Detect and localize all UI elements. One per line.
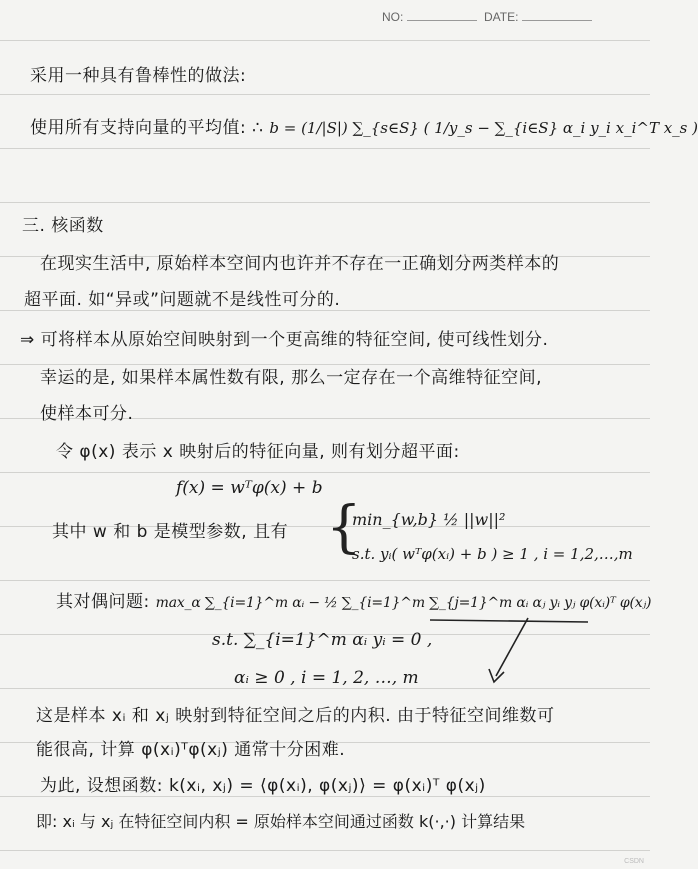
note-line-mapping: ⇒ 可将样本从原始空间映射到一个更高维的特征空间, 使可线性划分.	[20, 330, 549, 350]
note-line-feature-vector: 令 φ(x) 表示 x 映射后的特征向量, 则有划分超平面:	[56, 442, 460, 462]
note-line-model-params: 其中 w 和 b 是模型参数, 且有	[52, 522, 289, 542]
brace-symbol: {	[326, 495, 362, 560]
dual-constraint-sum: s.t. ∑_{i=1}^m αᵢ yᵢ = 0 ,	[212, 630, 433, 650]
note-line-xor: 超平面. 如“异或”问题就不是线性可分的.	[24, 290, 341, 310]
note-line-conclusion: 即: xᵢ 与 xⱼ 在特征空间内积 = 原始样本空间通过函数 k(·,·) 计算结果	[36, 812, 526, 831]
dual-constraint-nonneg: αᵢ ≥ 0 , i = 1, 2, …, m	[234, 668, 419, 688]
hyperplane-formula: f(x) = wᵀφ(x) + b	[176, 478, 323, 498]
watermark: CSDN	[624, 858, 644, 865]
dual-objective: max_α ∑_{i=1}^m αᵢ − ½ ∑_{i=1}^m ∑_{j=1}^m αᵢ αⱼ yᵢ yⱼ φ(xᵢ)ᵀ φ(xⱼ)	[155, 595, 652, 611]
note-line-robust-method: 采用一种具有鲁棒性的做法:	[30, 66, 247, 86]
note-line-hard-compute: 能很高, 计算 φ(xᵢ)ᵀφ(xⱼ) 通常十分困难.	[36, 740, 346, 760]
dual-label: 其对偶问题:	[56, 592, 150, 612]
section-heading-kernel: 三. 核函数	[22, 216, 104, 236]
note-line-kernel-function: 为此, 设想函数: k(xᵢ, xⱼ) = ⟨φ(xᵢ), φ(xⱼ)⟩ = φ(xᵢ)ᵀ φ(xⱼ)	[40, 776, 486, 796]
constraint-st: s.t. yᵢ( wᵀφ(xᵢ) + b ) ≥ 1 , i = 1,2,…,m	[352, 545, 633, 563]
bias-formula: b = (1/|S|) ∑_{s∈S} ( 1/y_s − ∑_{i∈S} α_i y_i x_i^T x_s )	[269, 119, 698, 137]
objective-min: min_{w,b} ½ ||w||²	[352, 510, 506, 529]
note-line-real-life: 在现实生活中, 原始样本空间内也许并不存在一正确划分两类样本的	[40, 254, 560, 274]
underline-inner-product	[430, 620, 588, 622]
note-line-separable: 使样本可分.	[40, 404, 134, 424]
note-line-fortunately: 幸运的是, 如果样本属性数有限, 那么一定存在一个高维特征空间,	[40, 368, 543, 388]
pointer-arrow	[496, 618, 528, 676]
note-line-inner-product: 这是样本 xᵢ 和 xⱼ 映射到特征空间之后的内积. 由于特征空间维数可	[36, 706, 555, 726]
no-label: NO:	[382, 10, 477, 24]
date-label: DATE:	[484, 10, 592, 24]
avg-sv-text: 使用所有支持向量的平均值: ∴	[30, 118, 264, 138]
